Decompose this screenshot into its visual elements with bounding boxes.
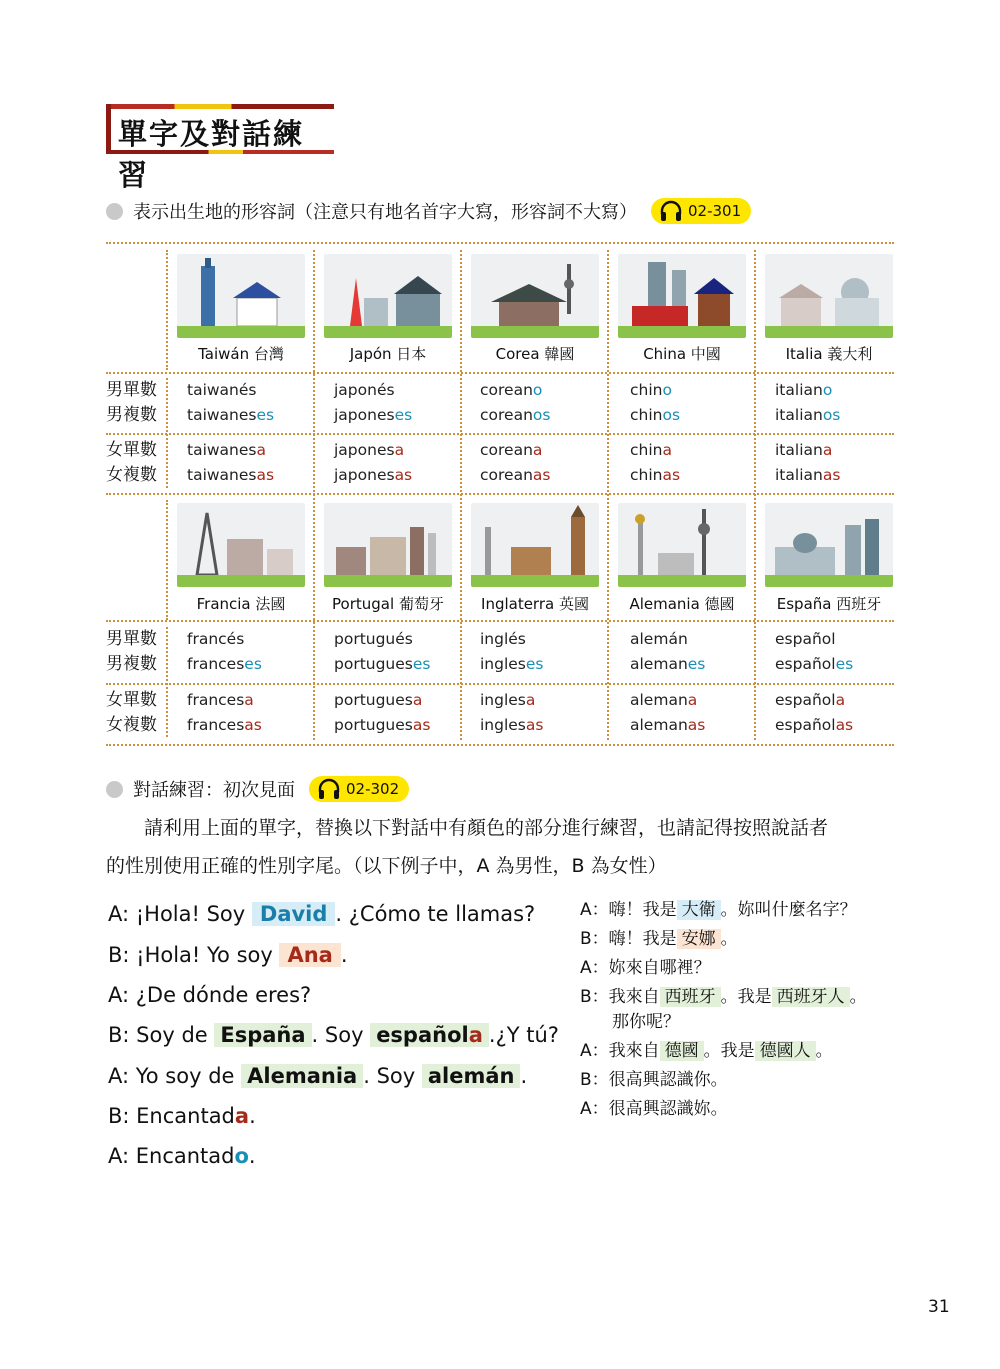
country-name-korea: Corea 韓國 <box>495 345 575 363</box>
city-illustration-portugal <box>324 503 452 587</box>
bullet-dot-icon <box>106 781 123 798</box>
title-banner <box>106 104 334 192</box>
country-name-spain: España 西班牙 <box>776 595 882 613</box>
section2-heading-text: 對話練習：初次見面 <box>133 780 295 801</box>
dialogue-line-zh: B：嗨！我是 安娜 。 <box>580 929 738 949</box>
adj-cell: italiana italianas <box>775 441 841 484</box>
row-label-masculine: 男單數 男複數 <box>106 629 157 674</box>
country-name-germany: Alemania 德國 <box>629 595 735 613</box>
section1-heading-text: 表示出生地的形容詞（注意只有地名首字大寫，形容詞不大寫） <box>133 202 637 223</box>
city-illustration-spain <box>765 503 893 587</box>
headphones-icon <box>659 200 683 222</box>
country-name-japan: Japón 日本 <box>349 345 427 363</box>
audio-badge-02-301[interactable] <box>651 198 751 224</box>
city-illustration-italy <box>765 254 893 338</box>
dialogue-line-zh: B：我來自 西班牙 。我是 西班牙人 。 <box>580 987 867 1007</box>
dialogue-line-zh: B：很高興認識你。 <box>580 1070 728 1090</box>
adj-cell: alemán alemanes <box>630 630 706 673</box>
adj-cell: español españoles <box>775 630 854 673</box>
adj-cell: coreana coreanas <box>480 441 551 484</box>
city-illustration-england <box>471 503 599 587</box>
city-illustration-france <box>177 503 305 587</box>
row-label-feminine: 女單數 女複數 <box>106 440 157 485</box>
country-name-china: China 中國 <box>643 345 721 363</box>
city-illustration-germany <box>618 503 746 587</box>
adj-cell: italiano italianos <box>775 381 841 424</box>
bullet-dot-icon <box>106 203 123 220</box>
country-name-england: Inglaterra 英國 <box>481 595 589 613</box>
adj-cell: taiwanesa taiwanesas <box>187 441 275 484</box>
city-illustration-china <box>618 254 746 338</box>
country-name-italy: Italia 義大利 <box>785 345 873 363</box>
city-illustration-taiwan <box>177 254 305 338</box>
dialogue-line-es: B: ¡Hola! Yo soy Ana . <box>108 943 348 967</box>
adj-cell: japonesa japonesas <box>334 441 413 484</box>
dialogue-line-zh: A：嗨！我是 大衛 。妳叫什麼名字？ <box>580 900 857 920</box>
dialogue-line-es: A: Yo soy de Alemania . Soy alemán . <box>108 1064 528 1088</box>
dialogue-line-zh: 那你呢？ <box>612 1012 680 1032</box>
audio-badge-02-302[interactable] <box>309 776 409 802</box>
adj-cell: española españolas <box>775 691 854 734</box>
dialogue-line-zh: A：我來自 德國 。我是 德國人 。 <box>580 1041 833 1061</box>
adj-cell: chino chinos <box>630 381 681 424</box>
country-name-taiwan: Taiwán 台灣 <box>198 345 284 363</box>
dialogue-line-es: B: Soy de España . Soy española .¿Y tú? <box>108 1023 559 1047</box>
section1-heading <box>106 198 751 224</box>
headphones-icon <box>317 778 341 800</box>
adj-cell: china chinas <box>630 441 681 484</box>
dialogue-line-es: A: ¡Hola! Soy David . ¿Cómo te llamas? <box>108 902 536 926</box>
dialogue-line-zh: A：妳來自哪裡？ <box>580 958 711 978</box>
adj-cell: francesa francesas <box>187 691 262 734</box>
adj-cell: inglés ingleses <box>480 630 544 673</box>
page-title: 單字及對話練習 <box>118 117 305 192</box>
country-name-france: Francia 法國 <box>196 595 286 613</box>
adj-cell: portuguesa portuguesas <box>334 691 431 734</box>
country-name-portugal: Portugal 葡萄牙 <box>332 595 444 613</box>
dialogue-line-es: B: Encantada. <box>108 1104 256 1128</box>
adj-cell: japonés japoneses <box>334 381 413 424</box>
dialogue-line-es: A: ¿De dónde eres? <box>108 983 312 1007</box>
adj-cell: alemana alemanas <box>630 691 706 734</box>
audio-track-label: 02-301 <box>688 202 742 220</box>
adj-cell: francés franceses <box>187 630 262 673</box>
dialogue-line-zh: A：很高興認識妳。 <box>580 1099 728 1119</box>
adj-cell: inglesa inglesas <box>480 691 544 734</box>
audio-track-label: 02-302 <box>346 780 400 798</box>
page-number: 31 <box>928 1297 950 1317</box>
dialogue-line-es: A: Encantado. <box>108 1144 256 1168</box>
adj-cell: coreano coreanos <box>480 381 551 424</box>
city-illustration-japan <box>324 254 452 338</box>
section2-heading <box>106 776 409 802</box>
city-illustration-korea <box>471 254 599 338</box>
row-label-masculine: 男單數 男複數 <box>106 380 157 425</box>
row-label-feminine: 女單數 女複數 <box>106 690 157 735</box>
instructions-paragraph: 請利用上面的單字，替換以下對話中有顏色的部分進行練習，也請記得按照說話者 的性別使用正確的性別字尾。（以下例子中，A 為男性，B 為女性） <box>106 817 829 877</box>
adj-cell: taiwanés taiwaneses <box>187 381 275 424</box>
adj-cell: portugués portugueses <box>334 630 431 673</box>
